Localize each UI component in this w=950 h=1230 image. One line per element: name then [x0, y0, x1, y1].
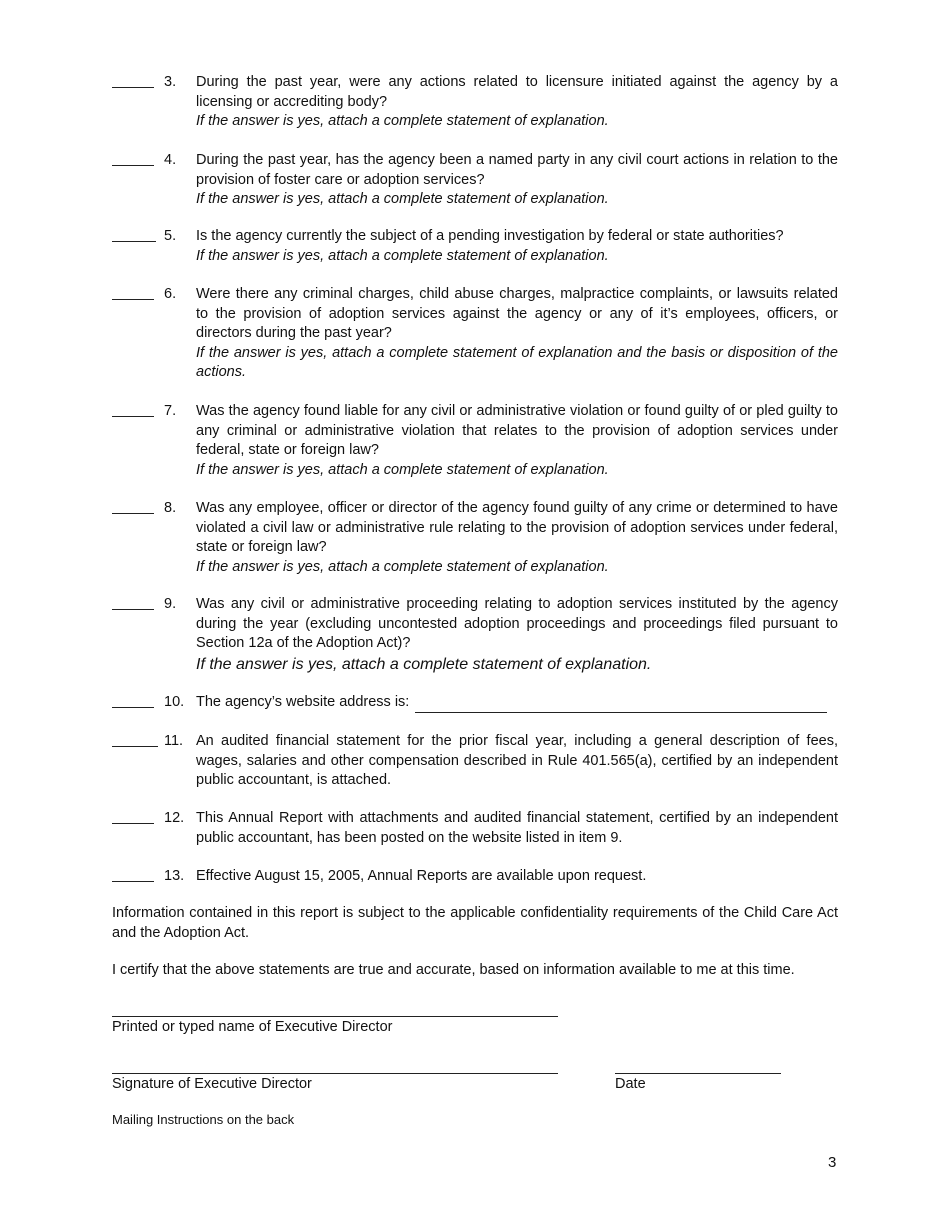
question-text: Effective August 15, 2005, Annual Reports are available upon request. [196, 868, 647, 884]
instruction-note: If the answer is yes, attach a complete statement of explanation. [196, 461, 609, 478]
item-number: 10. [164, 694, 185, 710]
item-number: 6. [164, 286, 177, 302]
question-text: Was any employee, officer or director of the agency found guilty of any crime or determined to have violated a civil law or administrative rule relating to the provision of adoption services under federal, state or foreign law? [196, 500, 838, 555]
item-number: 9. [164, 596, 177, 612]
printed-name-label: Printed or typed name of Executive Director [112, 1019, 393, 1035]
answer-blank-13[interactable] [112, 881, 154, 882]
confidentiality-paragraph: Information contained in this report is subject to the applicable confidentiality requirements of the Child Care Act and the Adoption Act. [112, 905, 838, 941]
signature-field[interactable] [112, 1073, 558, 1074]
answer-blank-11[interactable] [112, 746, 158, 747]
answer-blank-9[interactable] [112, 609, 154, 610]
instruction-note: If the answer is yes, attach a complete statement of explanation. [196, 558, 609, 575]
question-text: Was any civil or administrative proceeding relating to adoption services instituted by the agency during the year (excluding uncontested adoption proceedings and proceedings filed pursuant to Section 12a of the Adoption Act)? [196, 596, 838, 651]
instruction-note: If the answer is yes, attach a complete statement of explanation. [196, 113, 609, 129]
answer-blank-7[interactable] [112, 416, 154, 417]
item-number: 11. [164, 733, 184, 749]
page-number: 3 [828, 1154, 837, 1171]
answer-blank-12[interactable] [112, 823, 154, 824]
answer-blank-3[interactable] [112, 87, 154, 88]
signature-label: Signature of Executive Director [112, 1076, 312, 1092]
answer-blank-4[interactable] [112, 165, 154, 166]
certification-paragraph: I certify that the above statements are true and accurate, based on information available to me at this time. [112, 962, 795, 978]
question-text: This Annual Report with attachments and audited financial statement, certified by an independent public accountant, has been posted on the website listed in item 9. [196, 810, 838, 846]
item-number: 13. [164, 868, 185, 884]
answer-blank-6[interactable] [112, 299, 154, 300]
instruction-note: If the answer is yes, attach a complete statement of explanation. [196, 655, 652, 673]
question-text: During the past year, were any actions related to licensure initiated against the agency by a licensing or accrediting body? [196, 74, 838, 110]
item-number: 3. [164, 74, 177, 90]
answer-blank-8[interactable] [112, 513, 154, 514]
mailing-instructions-note: Mailing Instructions on the back [112, 1112, 295, 1127]
question-text: The agency’s website address is: [196, 694, 410, 710]
date-field[interactable] [615, 1073, 781, 1074]
instruction-note: If the answer is yes, attach a complete statement of explanation and the basis or disposition of the actions. [196, 344, 838, 380]
answer-blank-10[interactable] [112, 707, 154, 708]
answer-blank-5[interactable] [112, 241, 156, 242]
item-number: 12. [164, 810, 185, 826]
instruction-note: If the answer is yes, attach a complete statement of explanation. [196, 247, 609, 264]
item-number: 4. [164, 152, 177, 168]
printed-name-field[interactable] [112, 1016, 558, 1017]
website-address-field[interactable] [415, 698, 827, 713]
item-number: 7. [164, 403, 177, 419]
date-label: Date [615, 1076, 646, 1092]
question-text: During the past year, has the agency been a named party in any civil court actions in relation to the provision of foster care or adoption services? [196, 152, 838, 188]
item-number: 5. [164, 228, 177, 244]
question-text: Was the agency found liable for any civil or administrative violation or found guilty of or pled guilty to any criminal or administrative violation that relates to the provision of adoption services under federal, state or foreign law? [196, 403, 838, 458]
question-text: Is the agency currently the subject of a pending investigation by federal or state authorities? [196, 228, 784, 244]
instruction-note: If the answer is yes, attach a complete statement of explanation. [196, 191, 609, 207]
question-text: An audited financial statement for the prior fiscal year, including a general description of fees, wages, salaries and other compensation described in Rule 401.565(a), certified by an independent public accountant, is attached. [196, 733, 838, 788]
item-number: 8. [164, 500, 177, 516]
question-text: Were there any criminal charges, child abuse charges, malpractice complaints, or lawsuits related to the provision of adoption services against the agency or any of it’s employees, officers, or directors during the past year? [196, 286, 838, 341]
